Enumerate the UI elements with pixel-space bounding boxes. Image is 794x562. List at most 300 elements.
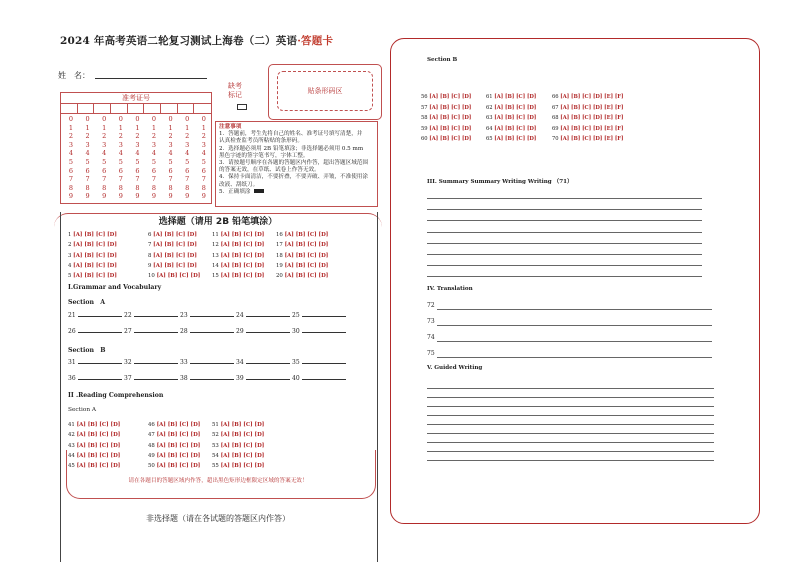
writing-line[interactable] xyxy=(427,415,714,416)
translation-line[interactable] xyxy=(437,341,712,342)
choice-question[interactable] xyxy=(212,430,264,440)
exam-digit-bubble[interactable]: 0 xyxy=(185,115,190,123)
choice-question[interactable] xyxy=(276,240,328,250)
exam-digit-bubble[interactable]: 4 xyxy=(68,149,74,158)
answer-options[interactable]: [A] [B] [C] [D] xyxy=(429,136,472,142)
choice-title: 选择题（请用 2B 铅笔填涂） xyxy=(158,217,278,227)
fill-blank[interactable] xyxy=(68,359,124,366)
fill-blank[interactable] xyxy=(236,359,292,366)
fill-blank[interactable] xyxy=(68,375,124,382)
exam-digit-bubble[interactable]: 4 xyxy=(151,149,157,158)
exam-digit-bubble[interactable]: 3 xyxy=(85,140,90,149)
fill-blank[interactable] xyxy=(180,359,236,366)
exam-digit-bubble[interactable]: 7 xyxy=(151,175,157,184)
title-tail: 答题卡 xyxy=(301,35,334,47)
choice-question[interactable] xyxy=(68,271,117,281)
blank-line[interactable] xyxy=(78,363,122,364)
blank-line[interactable] xyxy=(190,316,234,317)
fill-blank[interactable] xyxy=(124,312,180,319)
exam-digit-bubble[interactable]: 8 xyxy=(85,183,90,192)
exam-digit-bubble[interactable]: 2 xyxy=(85,132,90,141)
exam-digit-bubble[interactable]: 3 xyxy=(168,140,173,149)
fill-blank[interactable] xyxy=(292,359,348,366)
exam-digit-bubble[interactable]: 5 xyxy=(168,157,173,166)
exam-digit-bubble[interactable]: 5 xyxy=(102,157,107,166)
answer-options[interactable]: [A] [B] [C] [D] xyxy=(73,252,117,259)
exam-digit-bubble[interactable]: 7 xyxy=(118,175,123,184)
answer-options[interactable]: [A] [B] [C] [D] xyxy=(220,422,265,428)
answer-options[interactable]: [A] [B] [C] [D] xyxy=(153,232,197,238)
exam-digit-bubble[interactable]: 5 xyxy=(185,157,190,166)
exam-digit-bubble[interactable]: 2 xyxy=(118,132,123,141)
choice-question[interactable] xyxy=(552,105,623,111)
answer-options[interactable]: [A] [B] [C] [D] xyxy=(494,125,537,132)
translation-number: 75 xyxy=(427,350,435,357)
exam-digit-bubble[interactable]: 8 xyxy=(185,183,190,192)
question-number: 48 xyxy=(148,442,155,449)
blank-line[interactable] xyxy=(246,316,290,317)
writing-line[interactable] xyxy=(427,276,702,277)
exam-digit-bubble[interactable]: 3 xyxy=(185,140,190,149)
writing-line[interactable] xyxy=(427,460,714,461)
choice-question[interactable] xyxy=(486,136,536,142)
absent-mark-box[interactable] xyxy=(237,104,247,110)
choice-question[interactable] xyxy=(68,240,117,250)
exam-digit-bubble[interactable]: 9 xyxy=(151,192,157,201)
answer-options[interactable]: [A] [B] [C] [D] xyxy=(156,422,201,428)
choice-question[interactable] xyxy=(148,240,197,250)
exam-digit-bubble[interactable]: 3 xyxy=(118,140,123,149)
exam-digit-bubble[interactable]: 5 xyxy=(118,157,123,166)
answer-options[interactable]: [A] [B] [C] [D] xyxy=(220,432,265,439)
writing-line[interactable] xyxy=(427,388,714,389)
translation-line[interactable] xyxy=(437,357,712,358)
choice-question[interactable] xyxy=(68,420,120,430)
answer-options[interactable]: [A] [B] [C] [D] xyxy=(220,252,265,259)
answer-options[interactable]: [A] [B] [C] [D] xyxy=(284,262,329,269)
exam-digit-bubble[interactable]: 1 xyxy=(85,123,90,132)
non-choice-title: 非选择题（请在各试题的答题区内作答） xyxy=(146,514,290,523)
exam-digit-bubble[interactable]: 9 xyxy=(185,192,190,201)
exam-digit-bubble[interactable]: 5 xyxy=(201,157,206,166)
exam-digit-bubble[interactable]: 3 xyxy=(151,140,157,149)
question-number: 58 xyxy=(421,115,428,121)
answer-options[interactable]: [A] [B] [C] [D] xyxy=(220,273,265,280)
exam-digit-bubble[interactable]: 6 xyxy=(135,166,140,175)
blank-line[interactable] xyxy=(190,379,234,380)
exam-digit-bubble[interactable]: 0 xyxy=(135,115,140,123)
question-number: 15 xyxy=(212,273,219,280)
exam-digit-column[interactable] xyxy=(179,115,195,201)
question-number: 49 xyxy=(148,452,155,459)
question-number: 3 xyxy=(68,252,72,259)
exam-digit-bubble[interactable]: 6 xyxy=(118,166,123,175)
answer-options[interactable]: [A] [B] [C] [D] xyxy=(284,273,329,280)
exam-digit-column[interactable] xyxy=(63,115,79,201)
exam-digit-bubble[interactable]: 1 xyxy=(102,123,107,132)
writing-line[interactable] xyxy=(427,232,702,233)
reading-section-a: Section A xyxy=(68,407,97,413)
blank-number: 32 xyxy=(124,359,132,366)
exam-digit-column[interactable] xyxy=(163,115,179,201)
blank-line[interactable] xyxy=(302,379,346,380)
blank-number: 21 xyxy=(68,312,76,319)
question-number: 70 xyxy=(552,136,559,142)
exam-digit-bubble[interactable]: 2 xyxy=(151,132,157,141)
choice-question[interactable] xyxy=(212,230,264,240)
fill-blank[interactable] xyxy=(124,328,180,335)
choice-question[interactable] xyxy=(148,230,197,240)
fill-blank[interactable] xyxy=(68,312,124,319)
answer-options[interactable]: [A] [B] [C] [D] xyxy=(220,242,265,249)
answer-options[interactable]: [A] [B] [C] [D] xyxy=(494,94,537,100)
answer-options[interactable]: [A] [B] [C] [D] xyxy=(494,136,537,142)
answer-options[interactable]: [A] [B] [C] [D] xyxy=(284,242,329,249)
choice-question[interactable] xyxy=(148,430,200,440)
blank-line[interactable] xyxy=(246,379,290,380)
blank-line[interactable] xyxy=(134,379,178,380)
exam-digit-bubble[interactable]: 6 xyxy=(185,166,190,175)
fill-blank[interactable] xyxy=(236,312,292,319)
choice-question[interactable] xyxy=(276,261,328,271)
answer-options[interactable]: [A] [B] [C] [D] xyxy=(156,442,201,449)
blank-line[interactable] xyxy=(134,316,178,317)
exam-digit-bubble[interactable]: 4 xyxy=(201,149,206,158)
exam-digit-bubble[interactable]: 6 xyxy=(85,166,90,175)
blank-number: 35 xyxy=(292,359,300,366)
choice-question[interactable] xyxy=(212,261,264,271)
writing-line[interactable] xyxy=(427,406,714,407)
choice-question[interactable] xyxy=(148,271,200,281)
exam-digit-bubble[interactable]: 8 xyxy=(102,183,107,192)
exam-digit-column[interactable] xyxy=(146,115,162,201)
exam-digit-bubble[interactable]: 8 xyxy=(151,183,157,192)
fill-blank[interactable] xyxy=(180,328,236,335)
answer-options[interactable]: [A] [B] [C] [D] xyxy=(220,452,265,459)
answer-options[interactable]: [A] [B] [C] [D] xyxy=(429,94,472,100)
translation-line[interactable] xyxy=(437,309,712,310)
exam-digit-bubble[interactable]: 2 xyxy=(68,132,74,141)
answer-options[interactable]: [A] [B] [C] [D] xyxy=(76,432,121,439)
answer-options[interactable]: [A] [B] [C] [D] xyxy=(153,242,197,249)
choice-question[interactable] xyxy=(212,420,264,430)
fill-blank[interactable] xyxy=(236,328,292,335)
exam-digit-bubble[interactable]: 2 xyxy=(185,132,190,141)
blank-number: 31 xyxy=(68,359,76,366)
choice-question[interactable] xyxy=(148,251,197,261)
exam-digit-bubble[interactable]: 9 xyxy=(85,192,90,201)
answer-options[interactable]: [A] [B] [C] [D] xyxy=(220,442,265,449)
writing-line[interactable] xyxy=(427,220,702,221)
exam-digit-bubble[interactable]: 4 xyxy=(102,149,107,158)
fill-blank[interactable] xyxy=(292,375,348,382)
blank-line[interactable] xyxy=(190,363,234,364)
choice-question[interactable] xyxy=(486,126,536,132)
fill-blank[interactable] xyxy=(124,375,180,382)
fill-blank[interactable] xyxy=(180,312,236,319)
answer-options[interactable]: [A] [B] [C] [D] xyxy=(494,104,537,111)
exam-digit-bubble[interactable]: 8 xyxy=(168,183,173,192)
exam-digit-bubble[interactable]: 5 xyxy=(85,157,90,166)
answer-options[interactable]: [A] [B] [C] [D] xyxy=(76,442,121,449)
question-number: 14 xyxy=(212,262,219,269)
exam-digit-bubble[interactable]: 8 xyxy=(118,183,123,192)
writing-line[interactable] xyxy=(427,424,714,425)
exam-digit-bubble[interactable]: 0 xyxy=(68,115,74,123)
choice-question[interactable] xyxy=(276,230,328,240)
exam-digit-bubble[interactable]: 1 xyxy=(68,123,74,132)
choice-question[interactable] xyxy=(486,115,536,121)
answer-options[interactable]: [A] [B] [C] [D] xyxy=(76,422,121,428)
right-section-b: Section B xyxy=(427,57,458,63)
answer-options[interactable]: [A] [B] [C] [D] xyxy=(220,232,265,238)
exam-digit-bubble[interactable]: 9 xyxy=(118,192,123,201)
answer-options[interactable]: [A] [B] [C] [D] xyxy=(494,115,537,121)
answer-options[interactable]: [A] [B] [C] [D] xyxy=(153,262,197,269)
exam-digit-bubble[interactable]: 0 xyxy=(102,115,107,123)
answer-options[interactable]: [A] [B] [C] [D] [E] [F] xyxy=(560,94,624,100)
exam-digit-bubble[interactable]: 4 xyxy=(135,149,140,158)
blank-line[interactable] xyxy=(302,332,346,333)
choice-question[interactable] xyxy=(148,261,197,271)
exam-digit-bubble[interactable]: 1 xyxy=(201,123,206,132)
answer-options[interactable]: [A] [B] [C] [D] [E] [F] xyxy=(560,136,624,142)
name-field[interactable] xyxy=(95,78,207,79)
choice-question[interactable] xyxy=(212,240,264,250)
question-number: 13 xyxy=(212,252,219,259)
blank-line[interactable] xyxy=(302,363,346,364)
exam-digit-bubble[interactable]: 0 xyxy=(118,115,123,123)
choice-question[interactable] xyxy=(486,94,536,100)
blank-line[interactable] xyxy=(134,363,178,364)
blank-line[interactable] xyxy=(190,332,234,333)
answer-options[interactable]: [A] [B] [C] [D] xyxy=(429,115,472,121)
exam-digit-column[interactable] xyxy=(129,115,145,201)
exam-digit-bubble[interactable]: 9 xyxy=(135,192,140,201)
answer-options[interactable]: [A] [B] [C] [D] xyxy=(73,232,117,238)
exam-digit-bubble[interactable]: 3 xyxy=(102,140,107,149)
writing-line[interactable] xyxy=(427,198,702,199)
answer-options[interactable]: [A] [B] [C] [D] xyxy=(156,463,201,470)
translation-number: 73 xyxy=(427,318,435,325)
choice-question[interactable] xyxy=(276,271,328,281)
answer-options[interactable]: [A] [B] [C] [D] xyxy=(73,242,117,249)
exam-digit-bubble[interactable]: 4 xyxy=(85,149,90,158)
choice-question[interactable] xyxy=(68,261,117,271)
exam-digit-column[interactable] xyxy=(196,115,212,201)
fill-blank[interactable] xyxy=(180,375,236,382)
answer-options[interactable]: [A] [B] [C] [D] xyxy=(156,452,201,459)
exam-digit-bubble[interactable]: 6 xyxy=(68,166,74,175)
blank-line[interactable] xyxy=(78,332,122,333)
answer-options[interactable]: [A] [B] [C] [D] xyxy=(153,252,197,259)
answer-options[interactable]: [A] [B] [C] [D] xyxy=(73,273,117,280)
answer-options[interactable]: [A] [B] [C] [D] xyxy=(284,232,329,238)
exam-digit-bubble[interactable]: 3 xyxy=(201,140,206,149)
answer-options[interactable]: [A] [B] [C] [D] xyxy=(220,463,265,470)
question-number: 42 xyxy=(68,432,75,439)
choice-question[interactable] xyxy=(552,136,623,142)
exam-digit-bubble[interactable]: 2 xyxy=(135,132,140,141)
question-number: 53 xyxy=(212,442,219,449)
answer-options[interactable]: [A] [B] [C] [D] xyxy=(76,463,121,470)
blank-line[interactable] xyxy=(302,316,346,317)
choice-question[interactable] xyxy=(486,105,536,111)
exam-digit-bubble[interactable]: 5 xyxy=(135,157,140,166)
blank-number: 30 xyxy=(292,328,300,335)
name-label: 姓 名： xyxy=(58,71,90,80)
blank-line[interactable] xyxy=(78,316,122,317)
exam-digit-bubble[interactable]: 8 xyxy=(201,183,206,192)
exam-digit-column[interactable] xyxy=(96,115,112,201)
exam-digit-bubble[interactable]: 8 xyxy=(135,183,140,192)
exam-digit-bubble[interactable]: 4 xyxy=(185,149,190,158)
exam-digit-bubble[interactable]: 7 xyxy=(185,175,190,184)
choice-question[interactable] xyxy=(421,105,471,111)
exam-digit-bubble[interactable]: 4 xyxy=(118,149,123,158)
exam-digit-bubble[interactable]: 7 xyxy=(168,175,173,184)
exam-digit-bubble[interactable]: 3 xyxy=(135,140,140,149)
exam-digit-bubble[interactable]: 7 xyxy=(102,175,107,184)
choice-question[interactable] xyxy=(68,230,117,240)
blank-line[interactable] xyxy=(246,363,290,364)
question-number: 62 xyxy=(486,104,493,111)
writing-line[interactable] xyxy=(427,209,702,210)
blank-number: 22 xyxy=(124,312,132,319)
question-number: 56 xyxy=(421,94,428,100)
question-number: 17 xyxy=(276,242,283,249)
choice-question[interactable] xyxy=(421,136,471,142)
exam-digit-bubble[interactable]: 7 xyxy=(201,175,206,184)
exam-number-entry-row[interactable] xyxy=(61,103,211,114)
answer-options[interactable]: [A] [B] [C] [D] xyxy=(156,273,201,280)
exam-digit-bubble[interactable]: 2 xyxy=(102,132,107,141)
fill-blank[interactable] xyxy=(124,359,180,366)
choice-question[interactable] xyxy=(212,251,264,261)
exam-digit-bubble[interactable]: 1 xyxy=(168,123,173,132)
answer-options[interactable]: [A] [B] [C] [D] xyxy=(76,452,121,459)
answer-options[interactable]: [A] [B] [C] [D] xyxy=(429,104,472,111)
exam-digit-bubble[interactable]: 6 xyxy=(168,166,173,175)
exam-digit-bubble[interactable]: 4 xyxy=(168,149,173,158)
fill-sample-mark xyxy=(254,189,264,193)
exam-digit-bubble[interactable]: 0 xyxy=(201,115,206,123)
exam-digit-bubble[interactable]: 9 xyxy=(201,192,206,201)
writing-line[interactable] xyxy=(427,442,714,443)
blank-line[interactable] xyxy=(134,332,178,333)
blank-line[interactable] xyxy=(78,379,122,380)
writing-line[interactable] xyxy=(427,433,714,434)
answer-options[interactable]: [A] [B] [C] [D] [E] [F] xyxy=(560,125,624,132)
exam-digit-bubble[interactable]: 2 xyxy=(168,132,173,141)
choice-question[interactable] xyxy=(68,251,117,261)
answer-options[interactable]: [A] [B] [C] [D] xyxy=(220,262,265,269)
question-number: 4 xyxy=(68,262,72,269)
answer-options[interactable]: [A] [B] [C] [D] xyxy=(73,262,117,269)
exam-digit-bubble[interactable]: 0 xyxy=(168,115,173,123)
fill-blank[interactable] xyxy=(292,312,348,319)
blank-number: 25 xyxy=(292,312,300,319)
exam-digit-column[interactable] xyxy=(113,115,129,201)
translation-number: 72 xyxy=(427,302,435,309)
question-number: 46 xyxy=(148,422,155,428)
exam-digit-bubble[interactable]: 1 xyxy=(135,123,140,132)
exam-digit-bubble[interactable]: 6 xyxy=(151,166,157,175)
exam-digit-bubble[interactable]: 0 xyxy=(85,115,90,123)
choice-question[interactable] xyxy=(148,420,200,430)
choice-question[interactable] xyxy=(552,94,623,100)
exam-digit-bubble[interactable]: 6 xyxy=(201,166,206,175)
choice-question[interactable] xyxy=(68,430,120,440)
question-number: 20 xyxy=(276,273,283,280)
writing-line[interactable] xyxy=(427,397,714,398)
exam-digit-bubble[interactable]: 1 xyxy=(118,123,123,132)
blank-number: 40 xyxy=(292,375,300,382)
question-number: 47 xyxy=(148,432,155,439)
question-number: 9 xyxy=(148,262,152,269)
choice-question[interactable] xyxy=(421,115,471,121)
exam-digit-bubble[interactable]: 9 xyxy=(168,192,173,201)
choice-question[interactable] xyxy=(276,251,328,261)
exam-digit-bubble[interactable]: 3 xyxy=(68,140,74,149)
notes-box xyxy=(215,121,378,207)
answer-options[interactable]: [A] [B] [C] [D] xyxy=(156,432,201,439)
fill-blank[interactable] xyxy=(292,328,348,335)
exam-digit-bubble[interactable]: 1 xyxy=(185,123,190,132)
exam-digit-bubble[interactable]: 8 xyxy=(68,183,74,192)
fill-blank[interactable] xyxy=(236,375,292,382)
choice-question[interactable] xyxy=(421,126,471,132)
writing-line[interactable] xyxy=(427,254,702,255)
exam-digit-bubble[interactable]: 6 xyxy=(102,166,107,175)
exam-digit-bubble[interactable]: 7 xyxy=(85,175,90,184)
writing-line[interactable] xyxy=(427,451,714,452)
choice-question[interactable] xyxy=(552,115,623,121)
exam-digit-bubble[interactable]: 7 xyxy=(135,175,140,184)
exam-digit-column[interactable] xyxy=(80,115,96,201)
question-number: 64 xyxy=(486,125,493,132)
exam-digit-bubble[interactable]: 9 xyxy=(102,192,107,201)
exam-digit-bubble[interactable]: 9 xyxy=(68,192,74,201)
choice-question[interactable] xyxy=(212,271,264,281)
answer-options[interactable]: [A] [B] [C] [D] xyxy=(284,252,329,259)
exam-digit-bubble[interactable]: 0 xyxy=(151,115,157,123)
exam-digit-bubble[interactable]: 2 xyxy=(201,132,206,141)
answer-options[interactable]: [A] [B] [C] [D] [E] [F] xyxy=(560,104,624,111)
grammar-section-b: Section B xyxy=(68,347,106,354)
question-number: 57 xyxy=(421,104,428,111)
answer-options[interactable]: [A] [B] [C] [D] xyxy=(429,125,472,132)
exam-digit-bubble[interactable]: 7 xyxy=(68,175,74,184)
writing-line[interactable] xyxy=(427,243,702,244)
notes-line: 认真检查监考员所粘贴的条形码。 xyxy=(219,138,303,145)
blank-number: 27 xyxy=(124,328,132,335)
choice-question[interactable] xyxy=(421,94,471,100)
blank-line[interactable] xyxy=(246,332,290,333)
question-number: 45 xyxy=(68,463,75,470)
exam-digit-bubble[interactable]: 5 xyxy=(151,157,157,166)
exam-digit-bubble[interactable]: 1 xyxy=(151,123,157,132)
choice-question[interactable] xyxy=(552,126,623,132)
exam-digit-bubble[interactable]: 5 xyxy=(68,157,74,166)
question-number: 54 xyxy=(212,452,219,459)
translation-line[interactable] xyxy=(437,325,712,326)
answer-options[interactable]: [A] [B] [C] [D] [E] [F] xyxy=(560,115,624,121)
writing-line[interactable] xyxy=(427,265,702,266)
fill-blank[interactable] xyxy=(68,328,124,335)
notes-line: 1．答题前，考生先将自己的姓名、准考证号填写清楚，并 xyxy=(219,131,363,138)
blank-number: 36 xyxy=(68,375,76,382)
